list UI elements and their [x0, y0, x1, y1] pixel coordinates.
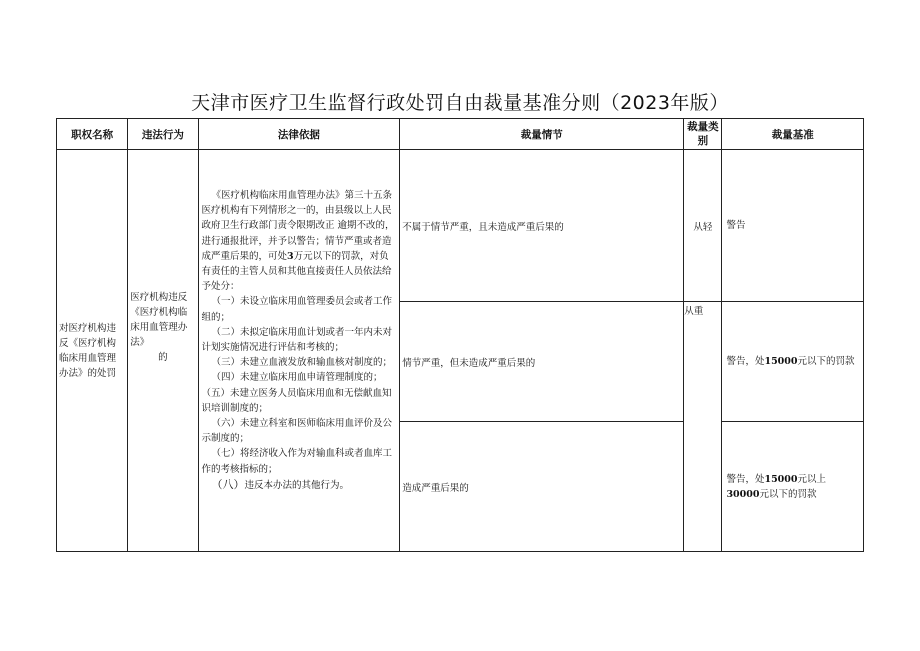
header-row [57, 119, 864, 150]
header-discretion-standard: 裁量基准 [722, 119, 864, 150]
table-row [57, 150, 864, 302]
standard-text: 警告 [726, 220, 746, 231]
legal-basis-item: （七）将经济收入作为对输血科或者血库工作的考核指标的； [201, 448, 393, 475]
legal-basis-intro [202, 188, 397, 294]
legal-basis-item: （二）未拟定临床用血计划或者一年内未对计划实施情况进行评估和考核的； [201, 326, 393, 354]
violation-cell [128, 150, 198, 552]
header-authority-name: 职权名称 [57, 119, 128, 150]
situation-cell [400, 150, 684, 302]
page-title: 天津市医疗卫生监督行政处罚自由裁量基准分则（2023年版） [191, 92, 729, 114]
legal-basis-item8-text: 违反本办法的其他行为。 [244, 479, 350, 491]
violation-tail: 的 [158, 352, 168, 363]
category-text: 从轻 [693, 221, 713, 233]
standard-cell [722, 422, 864, 552]
header-violation: 违法行为 [128, 119, 198, 150]
category-cell [684, 150, 722, 302]
header-discretion-category: 裁量类别 [684, 119, 722, 150]
violation-text: 医疗机构违反《医疗机构临床用血管理办法》 [130, 292, 188, 348]
legal-basis-amount: 3 [287, 250, 294, 262]
standard-cell [722, 302, 864, 422]
header-discretion-situation: 裁量情节 [400, 119, 684, 150]
situation-text: 不属于情节严重，且未造成严重后果的 [402, 221, 564, 233]
situation-text: 造成严重后果的 [402, 482, 469, 494]
legal-basis-item8-mark: （八） [211, 477, 245, 491]
standard-amount-2: 30000 [726, 488, 760, 500]
standard-prefix: 警告，处 [726, 356, 765, 367]
standard-prefix: 警告，处 [726, 473, 765, 485]
standard-suffix-2: 元以下的罚款 [759, 488, 817, 500]
standard-amount: 15000 [764, 356, 798, 367]
situation-text: 情节严重，但未造成严重后果的 [402, 357, 536, 369]
legal-basis-item: （六）未建立科室和医师临床用血评价及公示制度的； [201, 418, 393, 445]
situation-cell [400, 302, 684, 422]
category-text: 从重 [684, 306, 704, 317]
legal-basis-intro-1: 《医疗机构临床用血管理办法》第三十五条医疗机构有下列情形之一的，由县级以上人民政府卫生行政部门责令限期改正 逾期不改的，进行通报批评，并予以警告；情节严重或者造成严重后果的，可处 [201, 190, 395, 262]
authority-name: 对医疗机构违反《医疗机构临床用血管理办法》的处罚 [59, 322, 117, 379]
standard-suffix: 元以上 [797, 473, 827, 485]
header-legal-basis: 法律依据 [198, 119, 400, 150]
category-cell [684, 302, 722, 552]
penalty-table [56, 118, 864, 552]
legal-basis-item [202, 477, 397, 493]
standard-amount: 15000 [764, 473, 798, 485]
legal-basis-item: （四）未建立临床用血申请管理制度的； （五）未建立医务人员临床用血和无偿献血知识培训制度的； [201, 372, 392, 414]
standard-suffix: 元以下的罚款 [797, 356, 855, 367]
situation-cell [400, 422, 684, 552]
authority-name-cell [57, 150, 128, 552]
legal-basis-item: （一）未设立临床用血管理委员会或者工作组的； [201, 296, 393, 323]
legal-basis-item: （三）未建立血液发放和输血核对制度的； [211, 357, 393, 369]
standard-cell [722, 150, 864, 302]
legal-basis-intro-2: 万元以下的罚款，对负有责任的主管人员和其他直接责任人员依法给予处分： [201, 250, 392, 293]
legal-basis-cell [198, 150, 400, 552]
